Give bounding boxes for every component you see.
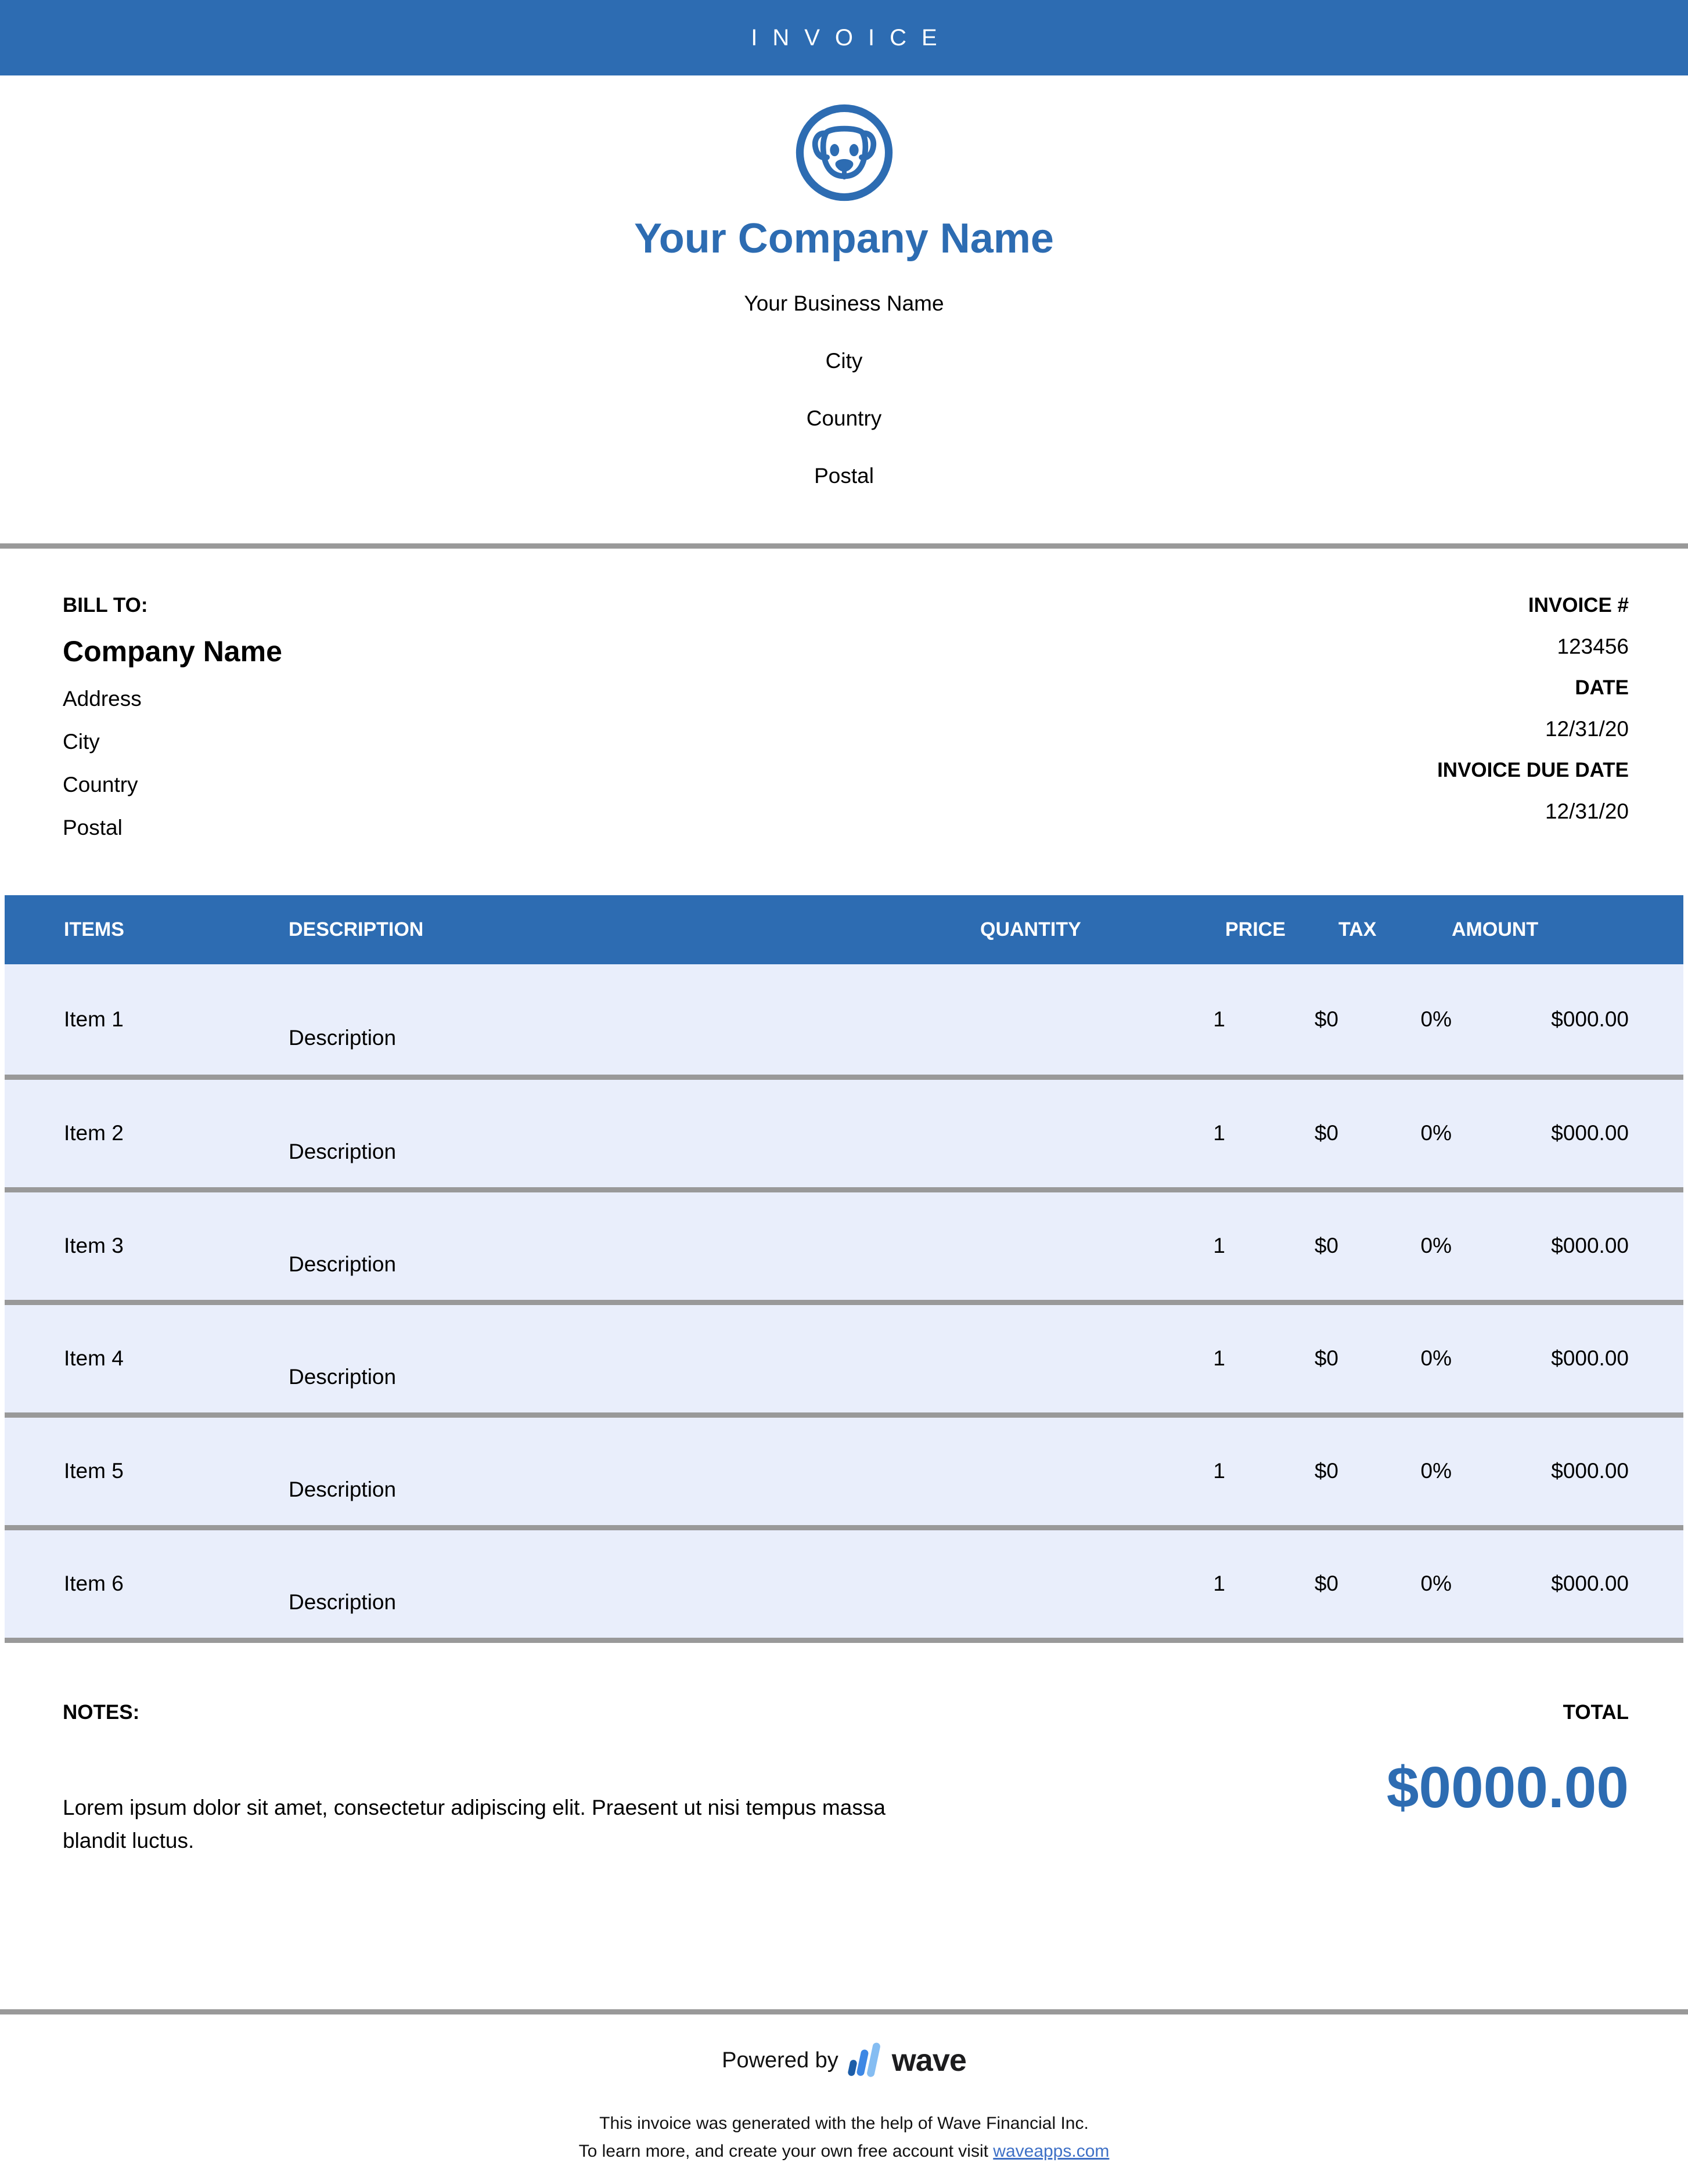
invoice-number-label: INVOICE # (1528, 594, 1629, 617)
cell-amount: $000.00 (1452, 1190, 1683, 1302)
cell-item: Item 6 (5, 1527, 289, 1640)
bill-to-city: City (63, 730, 100, 754)
dog-icon (793, 102, 895, 204)
invoice-number: 123456 (1557, 635, 1629, 658)
wave-wordmark: wave (891, 2043, 966, 2078)
cell-item: Item 1 (5, 964, 289, 1077)
invoice-banner (0, 0, 1688, 75)
powered-by-row (0, 2041, 1688, 2080)
cell-price: $0 (1225, 1190, 1338, 1302)
cell-quantity: 1 (980, 964, 1225, 1077)
billing-section (0, 594, 1688, 840)
footer-learn-more-prefix: To learn more, and create your own free account visit (578, 2142, 994, 2161)
bill-to-postal: Postal (63, 816, 123, 839)
invoice-title: INVOICE (751, 24, 952, 51)
section-divider-bottom (0, 2009, 1688, 2014)
invoice-date-label: DATE (1575, 676, 1629, 699)
cell-quantity: 1 (980, 1190, 1225, 1302)
cell-amount: $000.00 (1452, 964, 1683, 1077)
table-row (5, 1415, 1683, 1527)
items-table-header (5, 895, 1683, 964)
cell-price: $0 (1225, 964, 1338, 1077)
cell-description: Description (289, 1190, 980, 1302)
cell-description: Description (289, 1302, 980, 1415)
bill-to-company-name: Company Name (63, 635, 282, 668)
cell-price: $0 (1225, 1077, 1338, 1190)
notes-label: NOTES: (63, 1700, 140, 1724)
powered-by-label: Powered by (722, 2048, 838, 2073)
footer-learn-more-text (0, 2138, 1688, 2165)
header-country: Country (806, 406, 882, 430)
col-header-amount: AMOUNT (1452, 895, 1683, 964)
cell-quantity: 1 (980, 1527, 1225, 1640)
bill-to-address: Address (63, 687, 142, 711)
waveapps-link[interactable]: waveapps.com (993, 2142, 1110, 2161)
cell-tax: 0% (1338, 1527, 1452, 1640)
cell-description: Description (289, 1527, 980, 1640)
cell-price: $0 (1225, 1302, 1338, 1415)
col-header-description: DESCRIPTION (289, 895, 980, 964)
invoice-due-date: 12/31/20 (1545, 799, 1629, 823)
header-postal: Postal (814, 464, 874, 488)
cell-item: Item 5 (5, 1415, 289, 1527)
table-row (5, 1527, 1683, 1640)
total-block (1387, 1701, 1629, 1858)
cell-amount: $000.00 (1452, 1302, 1683, 1415)
cell-description: Description (289, 964, 980, 1077)
bill-to-label: BILL TO: (63, 594, 148, 617)
cell-description: Description (289, 1415, 980, 1527)
total-amount: $0000.00 (1386, 1754, 1629, 1820)
table-row (5, 1077, 1683, 1190)
cell-price: $0 (1225, 1527, 1338, 1640)
cell-tax: 0% (1338, 1302, 1452, 1415)
company-logo (0, 102, 1688, 207)
cell-quantity: 1 (980, 1415, 1225, 1527)
cell-amount: $000.00 (1452, 1527, 1683, 1640)
wave-logo-icon (848, 2041, 883, 2080)
notes-text: Lorem ipsum dolor sit amet, consectetur adipiscing elit. Praesent ut nisi tempus massa blandit luctus. (63, 1795, 886, 1853)
cell-amount: $000.00 (1452, 1077, 1683, 1190)
cell-tax: 0% (1338, 1077, 1452, 1190)
company-header (0, 102, 1688, 488)
table-row (5, 964, 1683, 1077)
col-header-quantity: QUANTITY (980, 895, 1225, 964)
summary-section (0, 1701, 1688, 1858)
footer-generated-text: This invoice was generated with the help of Wave Financial Inc. (599, 2114, 1089, 2133)
invoice-due-date-label: INVOICE DUE DATE (1437, 759, 1629, 781)
bill-to-block (63, 594, 282, 840)
cell-amount: $000.00 (1452, 1415, 1683, 1527)
cell-description: Description (289, 1077, 980, 1190)
invoice-date: 12/31/20 (1545, 717, 1629, 741)
invoice-meta-block (1437, 594, 1629, 840)
total-label: TOTAL (1563, 1700, 1629, 1724)
cell-tax: 0% (1338, 1190, 1452, 1302)
cell-tax: 0% (1338, 1415, 1452, 1527)
cell-quantity: 1 (980, 1077, 1225, 1190)
bill-to-country: Country (63, 773, 138, 797)
items-table (5, 895, 1683, 1643)
notes-block (63, 1701, 916, 1858)
section-divider-top (0, 543, 1688, 549)
cell-price: $0 (1225, 1415, 1338, 1527)
table-row (5, 1190, 1683, 1302)
col-header-tax: TAX (1338, 895, 1452, 964)
header-city: City (825, 349, 863, 373)
company-name: Your Company Name (634, 215, 1054, 262)
cell-tax: 0% (1338, 964, 1452, 1077)
footer (0, 2041, 1688, 2165)
cell-quantity: 1 (980, 1302, 1225, 1415)
cell-item: Item 2 (5, 1077, 289, 1190)
cell-item: Item 4 (5, 1302, 289, 1415)
col-header-items: ITEMS (5, 895, 289, 964)
cell-item: Item 3 (5, 1190, 289, 1302)
table-row (5, 1302, 1683, 1415)
col-header-price: PRICE (1225, 895, 1338, 964)
business-name: Your Business Name (744, 291, 944, 315)
